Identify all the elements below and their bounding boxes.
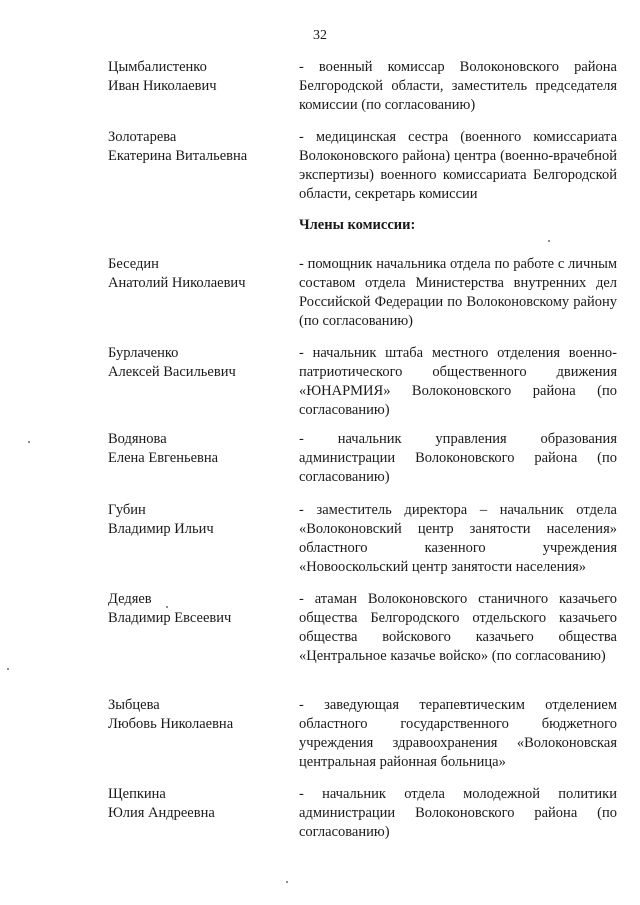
person-surname: Золотарева (108, 129, 177, 145)
person-given-name: Иван Николаевич (108, 78, 217, 94)
person-given-name: Алексей Васильевич (108, 364, 236, 380)
scan-speck (28, 441, 30, 443)
page-number: 32 (313, 28, 327, 43)
members-heading: Члены комиссии: (299, 217, 416, 233)
person-surname: Беседин (108, 256, 159, 272)
person-given-name: Елена Евгеньевна (108, 450, 219, 466)
person-role (299, 696, 617, 772)
scan-speck (548, 240, 550, 242)
scan-speck (286, 881, 288, 883)
person-name-block (108, 696, 288, 734)
person-role (299, 344, 617, 420)
person-name-block (108, 590, 288, 628)
scan-speck (166, 606, 168, 608)
person-role (299, 785, 617, 842)
person-name-block (108, 128, 288, 166)
person-role-text: - военный комиссар Волоконовского района Белгородской области, заместитель председателя комиссии (по согласованию) (299, 59, 617, 113)
person-role-text: - заведующая терапевтическим отделением областного государственного бюджетного учреждения здравоохранения «Волоконовская центральная районная больница» (299, 697, 617, 770)
person-surname: Бурлаченко (108, 345, 179, 361)
person-given-name: Екатерина Витальевна (108, 148, 248, 164)
person-name-block (108, 430, 288, 468)
person-given-name: Владимир Ильич (108, 521, 214, 537)
person-role (299, 430, 617, 487)
person-role (299, 501, 617, 577)
person-given-name: Анатолий Николаевич (108, 275, 246, 291)
person-surname: Губин (108, 502, 146, 518)
person-role-text: - начальник отдела молодежной политики администрации Волоконовского района (по согласованию) (299, 786, 617, 840)
person-name-block (108, 58, 288, 96)
scan-speck (7, 668, 9, 670)
person-surname: Щепкина (108, 786, 166, 802)
person-role-text: - начальник штаба местного отделения военно-патриотического общественного движения «ЮНАРМИЯ» Волоконовского района (по согласованию) (299, 345, 617, 418)
person-role-text: - начальник управления образования администрации Волоконовского района (по согласованию) (299, 431, 617, 485)
person-role (299, 255, 617, 331)
person-surname: Зыбцева (108, 697, 160, 713)
person-role-text: - медицинская сестра (военного комиссариата Волоконовского района) центра (военно-врачебной экспертизы) военного комиссариата Белгородской области, секретарь комиссии (299, 129, 617, 202)
person-name-block (108, 255, 288, 293)
person-role-text: - атаман Волоконовского станичного казачьего общества Белгородского отдельского казачьего общества войскового казачьего общества «Центральное казачье войско» (по согласованию) (299, 591, 617, 664)
person-role (299, 58, 617, 115)
person-surname: Дедяев (108, 591, 152, 607)
person-surname: Цымбалистенко (108, 59, 207, 75)
person-role (299, 128, 617, 204)
person-surname: Водянова (108, 431, 167, 447)
person-given-name: Юлия Андреевна (108, 805, 215, 821)
person-name-block (108, 501, 288, 539)
person-given-name: Владимир Евсеевич (108, 610, 232, 626)
person-name-block (108, 785, 288, 823)
person-role (299, 590, 617, 666)
person-role-text: - заместитель директора – начальник отдела «Волоконовский центр занятости населения» областного казенного учреждения «Новооскольский центр занятости населения» (299, 502, 617, 575)
person-name-block (108, 344, 288, 382)
person-role-text: - помощник начальника отдела по работе с личным составом отдела Министерства внутренних дел Российской Федерации по Волоконовскому району (по согласованию) (299, 256, 617, 329)
person-given-name: Любовь Николаевна (108, 716, 234, 732)
